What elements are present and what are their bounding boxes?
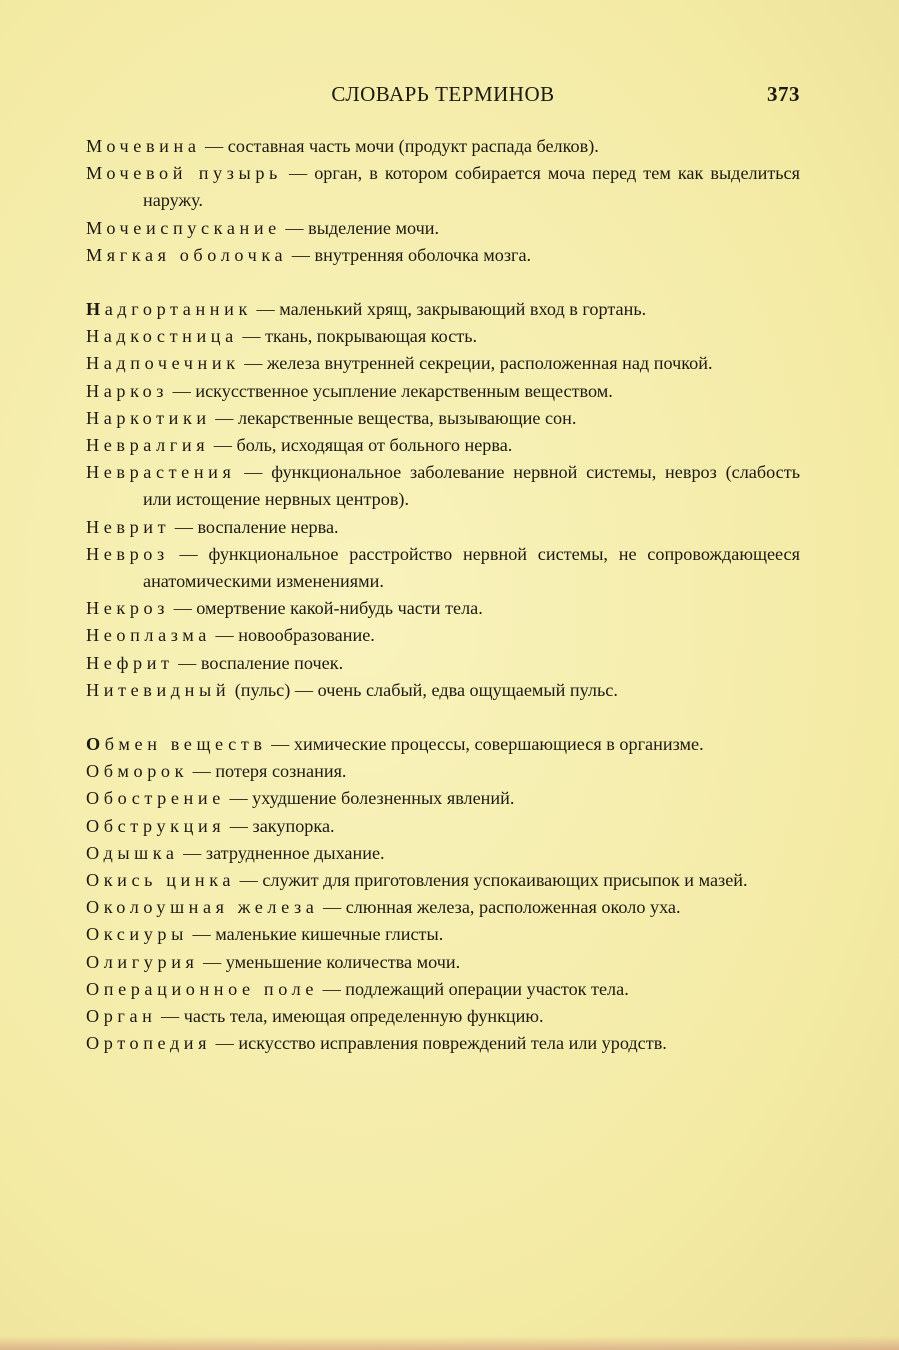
glossary-entry <box>86 867 800 894</box>
glossary-entry <box>86 976 800 1003</box>
glossary-entry <box>86 350 800 377</box>
glossary-term: Одышка <box>86 842 179 863</box>
glossary-term: Мочевина <box>86 136 201 156</box>
running-title: СЛОВАРЬ ТЕРМИНОВ <box>331 82 555 106</box>
glossary-term: Обморок <box>86 761 189 782</box>
glossary-definition: — слюнная железа, расположенная около уха. <box>318 897 681 918</box>
glossary-list <box>86 133 800 1058</box>
glossary-entry <box>86 296 800 323</box>
glossary-definition: — служит для приготовления успокаивающих присыпок и мазей. <box>235 870 748 891</box>
glossary-definition: — выделение мочи. <box>280 217 440 238</box>
glossary-term: Обострение <box>86 788 225 809</box>
glossary-entry <box>86 541 800 595</box>
glossary-term: Орган <box>86 1006 157 1027</box>
glossary-entry <box>86 677 800 704</box>
glossary-entry <box>86 785 800 812</box>
glossary-entry <box>86 459 800 513</box>
glossary-definition: — химические процессы, совершающиеся в организме. <box>266 734 704 755</box>
glossary-definition: — новообразование. <box>210 625 375 646</box>
glossary-entry <box>86 650 800 677</box>
glossary-definition: — железа внутренней секреции, расположенная над почкой. <box>239 353 713 374</box>
page-number: 373 <box>767 82 800 106</box>
glossary-term: Оксиуры <box>86 924 188 945</box>
glossary-term: Мочеиспускание <box>86 217 281 238</box>
glossary-entry <box>86 731 800 758</box>
glossary-definition: (пульс) — очень слабый, едва ощущаемый пульс. <box>230 679 618 700</box>
glossary-definition: — маленький хрящ, закрывающий вход в гортань. <box>251 299 647 320</box>
glossary-term: Нефрит <box>86 652 174 673</box>
glossary-definition: — ухудшение болезненных явлений. <box>224 788 515 809</box>
glossary-definition: — маленькие кишечные глисты. <box>187 924 444 945</box>
glossary-definition: — орган, в котором собирается моча перед тем как выделиться наружу. <box>143 163 801 211</box>
glossary-term: Обструкция <box>86 815 226 836</box>
glossary-entry <box>86 160 800 214</box>
glossary-term: Околоушная железа <box>86 897 319 918</box>
glossary-entry <box>86 378 800 405</box>
glossary-definition: — искусство исправления повреждений тела или уродств. <box>211 1033 667 1054</box>
glossary-definition: — составная часть мочи (продукт распада белков). <box>200 136 599 156</box>
glossary-definition: — воспаление почек. <box>173 652 344 673</box>
section-gap <box>86 704 800 731</box>
glossary-definition: — уменьшение количества мочи. <box>198 951 461 972</box>
glossary-term: Надпочечник <box>86 353 240 374</box>
glossary-definition: — функциональное заболевание нервной системы, невроз (слабость или истощение нервных центров). <box>143 462 800 510</box>
glossary-definition: — потеря сознания. <box>188 761 347 782</box>
glossary-entry <box>86 432 800 459</box>
glossary-term: Ортопедия <box>86 1033 212 1054</box>
glossary-term: Мочевой пузырь <box>86 163 282 184</box>
glossary-term: Нитевидный <box>86 679 231 700</box>
glossary-definition: — ткань, покрывающая кость. <box>237 326 478 347</box>
glossary-term: Олигурия <box>86 951 199 972</box>
glossary-term: Неврастения <box>86 462 236 483</box>
glossary-definition: — искусственное усыпление лекарственным веществом. <box>168 380 613 401</box>
glossary-definition: — функциональное расстройство нервной системы, не сопровождающееся анатомическими изменениями. <box>143 543 800 592</box>
page-edge <box>0 1336 899 1350</box>
glossary-entry <box>86 242 800 269</box>
glossary-entry <box>86 949 800 976</box>
glossary-term: Неоплазма <box>86 625 211 646</box>
glossary-definition: — воспаление нерва. <box>170 516 339 537</box>
glossary-entry <box>86 595 800 622</box>
glossary-term: Неврит <box>86 516 171 537</box>
glossary-entry <box>86 813 800 840</box>
glossary-definition: — боль, исходящая от больного нерва. <box>209 435 513 456</box>
glossary-definition: — подлежащий операции участок тела. <box>318 978 629 999</box>
glossary-term: Окись цинка <box>86 870 236 891</box>
glossary-definition: — лекарственные вещества, вызывающие сон. <box>210 407 577 428</box>
glossary-entry <box>86 514 800 541</box>
glossary-entry <box>86 1003 800 1030</box>
glossary-entry <box>86 758 800 785</box>
glossary-term: Операционное поле <box>86 978 319 999</box>
glossary-entry <box>86 1030 800 1057</box>
glossary-term: Надкостница <box>86 326 238 347</box>
glossary-definition: — омертвение какой-нибудь части тела. <box>169 598 483 619</box>
glossary-entry <box>86 622 800 649</box>
glossary-term: Мягкая оболочка <box>86 244 288 265</box>
glossary-entry <box>86 215 800 242</box>
glossary-term: Некроз <box>86 598 170 619</box>
glossary-definition: — закупорка. <box>225 815 335 836</box>
page-header <box>86 82 800 112</box>
glossary-entry <box>86 133 800 160</box>
glossary-term: Наркоз <box>86 380 169 401</box>
glossary-term: Невроз <box>86 543 169 564</box>
glossary-definition: — часть тела, имеющая определенную функцию. <box>156 1006 544 1027</box>
glossary-term: Невралгия <box>86 435 210 456</box>
glossary-term: Обмен веществ <box>86 734 267 755</box>
glossary-entry <box>86 840 800 867</box>
glossary-term: Наркотики <box>86 407 211 428</box>
glossary-term: Надгортанник <box>86 299 252 320</box>
glossary-entry <box>86 323 800 350</box>
glossary-entry <box>86 405 800 432</box>
glossary-entry <box>86 894 800 921</box>
glossary-definition: — внутренняя оболочка мозга. <box>287 244 532 265</box>
section-gap <box>86 269 800 296</box>
glossary-entry <box>86 921 800 948</box>
glossary-definition: — затрудненное дыхание. <box>178 842 385 863</box>
